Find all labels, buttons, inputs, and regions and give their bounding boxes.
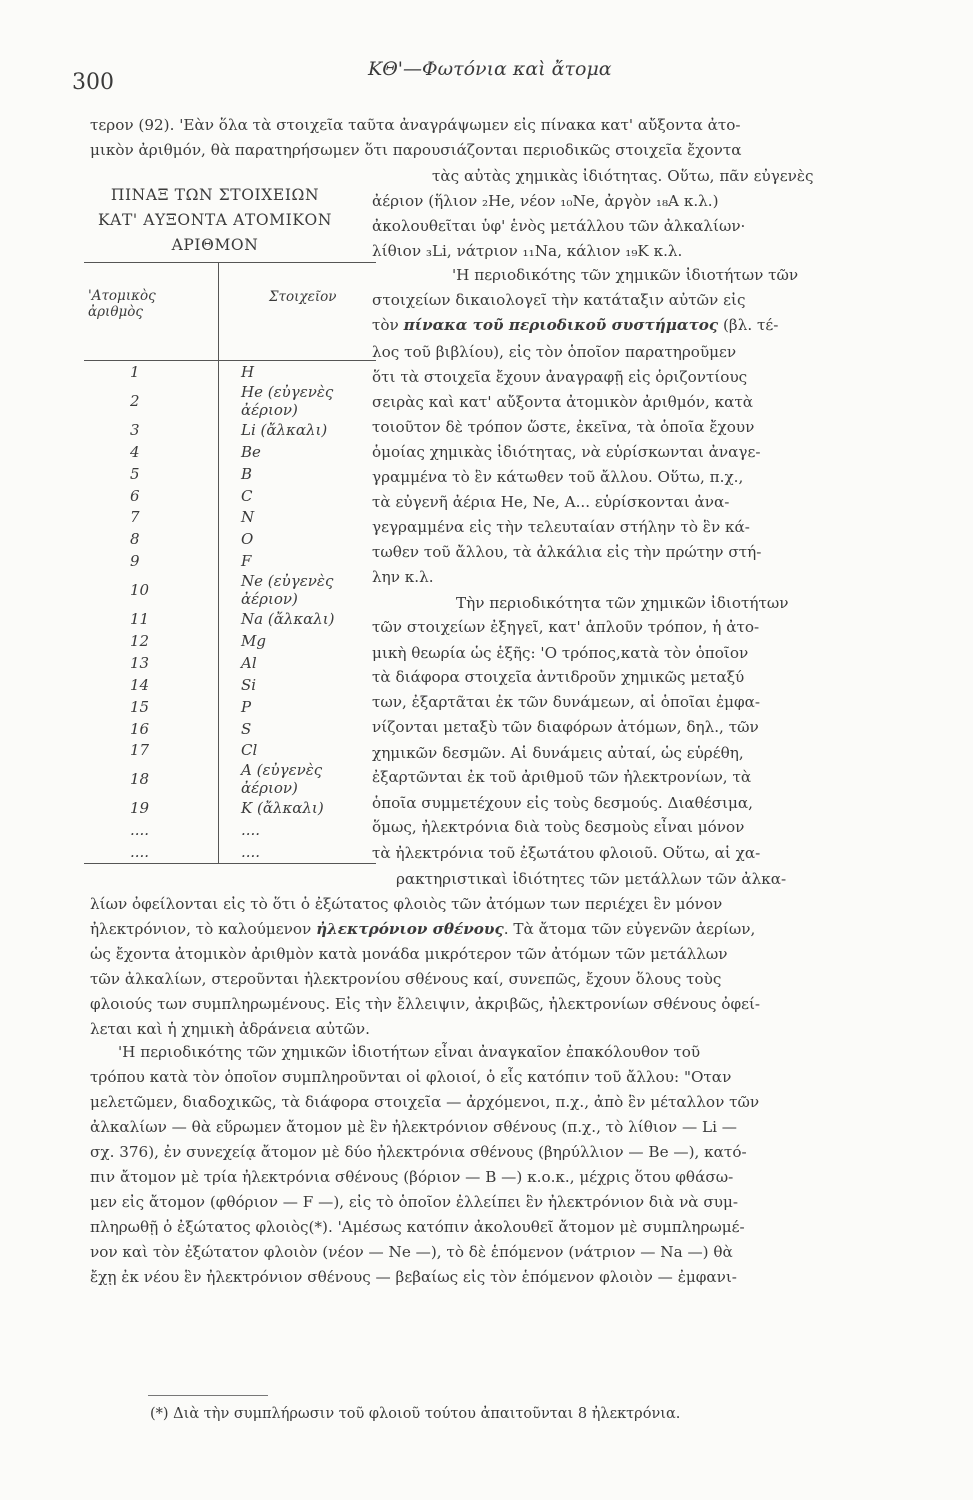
element-name: K (ἄλκαλι) bbox=[241, 799, 324, 818]
text-line: τερον (92). 'Εὰν ὅλα τὰ στοιχεῖα ταῦτα ἀναγράψωμεν εἰς πίνακα κατ' αὔξοντα ἀτο- bbox=[90, 116, 741, 134]
text-line: ἐξαρτῶνται ἐκ τοῦ ἀριθμοῦ τῶν ἠλεκτρονίων, τὰ bbox=[372, 768, 752, 786]
element-name: Si bbox=[241, 675, 257, 694]
text-line: ὅμως, ἠλεκτρόνια διὰ τοὺς δεσμοὺς εἶναι μόνον bbox=[372, 818, 745, 836]
text-line: γραμμένα τὸ ἓν κάτωθεν τοῦ ἄλλου. Οὕτω, π.χ., bbox=[372, 468, 744, 486]
element-name: P bbox=[241, 697, 252, 716]
text-line: τὰς αὐτὰς χημικὰς ἰδιότητας. Οὕτω, πᾶν εὐγενὲς bbox=[432, 167, 814, 185]
text-line: λεται καὶ ἡ χημικὴ ἀδράνεια αὐτῶν. bbox=[90, 1020, 370, 1038]
table-row bbox=[84, 841, 376, 863]
element-name: .... bbox=[241, 843, 261, 862]
text-line: φλοιούς των συμπληρωμένους. Εἰς τὴν ἔλλειψιν, ἀκριβῶς, ἠλεκτρονίων σθένους ὀφεί- bbox=[90, 995, 761, 1013]
text-line: μικὴ θεωρία ὡς ἑξῆς: 'Ο τρόπος,κατὰ τὸν ὁποῖον bbox=[372, 644, 749, 662]
element-name: N bbox=[241, 508, 255, 527]
elements-table bbox=[84, 262, 376, 864]
footnote: (*) Διὰ τὴν συμπλήρωσιν τοῦ φλοιοῦ τούτου ἀπαιτοῦνται 8 ἠλεκτρόνια. bbox=[150, 1406, 681, 1422]
element-name: O bbox=[241, 530, 254, 549]
element-name: S bbox=[241, 719, 252, 738]
table-row bbox=[84, 652, 376, 674]
element-name: He (εὐγενὲς ἀέριον) bbox=[241, 382, 334, 419]
text-line: σχ. 376), ἐν συνεχείᾳ ἄτομον μὲ δύο ἠλεκτρόνια σθένους (βηρύλλιον — Be —), κατό- bbox=[90, 1143, 747, 1161]
text-line: ὁμοίας χημικὰς ἰδιότητας, νὰ εὑρίσκωνται ἀναγε- bbox=[372, 443, 761, 461]
atomic-number: 9 bbox=[84, 550, 219, 572]
text-line: μικὸν ἀριθμόν, θὰ παρατηρήσωμεν ὅτι παρουσιάζονται περιοδικῶς στοιχεῖα ἔχοντα bbox=[90, 141, 742, 159]
element-name: Ne (εὐγενὲς ἀέριον) bbox=[241, 572, 334, 609]
text-line: λος τοῦ βιβλίου), εἰς τὸν ὁποῖον παρατηροῦμεν bbox=[372, 343, 737, 361]
table-row bbox=[84, 419, 376, 441]
text-line: νον καὶ τὸν ἐξώτατον φλοιὸν (νέον — Ne —), τὸ δὲ ἑπόμενον (νάτριον — Na —) θὰ bbox=[90, 1243, 733, 1261]
text-line: ὡς ἔχοντα ἀτομικὸν ἀριθμὸν κατὰ μονάδα μικρότερον τῶν ἀτόμων τῶν μετάλλων bbox=[90, 945, 728, 963]
text-line: ἀκολουθεῖται ὑφ' ἑνὸς μετάλλου τῶν ἀλκαλίων· bbox=[372, 217, 746, 235]
text-line: τῶν ἀλκαλίων, στεροῦνται ἠλεκτρονίου σθένους καί, συνεπῶς, ἔχουν ὅλους τοὺς bbox=[90, 970, 722, 988]
element-name: Na (ἄλκαλι) bbox=[241, 610, 335, 629]
text-line: ἀέριον (ἥλιον ₂He, νέον ₁₀Ne, ἀργὸν ₁₈A κ.λ.) bbox=[372, 192, 719, 210]
text-line: ὁποῖα συμμετέχουν εἰς τοὺς δεσμούς. Διαθέσιμα, bbox=[372, 794, 753, 812]
table-row bbox=[84, 528, 376, 550]
atomic-number: 19 bbox=[84, 797, 219, 819]
element-name: .... bbox=[241, 821, 261, 840]
table-row bbox=[84, 383, 376, 419]
text-line: στοιχείων δικαιολογεῖ τὴν κατάταξιν αὐτῶν εἰς bbox=[372, 291, 746, 309]
text-line: χημικῶν δεσμῶν. Αἱ δυνάμεις αὐταί, ὡς εὑρέθη, bbox=[372, 744, 744, 762]
element-name: A (εὐγενὲς ἀέριον) bbox=[241, 761, 323, 798]
text-line: τὰ διάφορα στοιχεῖα ἀντιδροῦν χημικῶς μεταξύ bbox=[372, 668, 745, 686]
table-row bbox=[84, 485, 376, 507]
text-line: Τὴν περιοδικότητα τῶν χημικῶν ἰδιοτήτων bbox=[456, 594, 789, 612]
atomic-number-header: 'Ατομικὸς ἀριθμὸς bbox=[84, 263, 219, 361]
atomic-number: 2 bbox=[84, 383, 219, 419]
table-row bbox=[84, 608, 376, 630]
table-row bbox=[84, 572, 376, 608]
text-line: ἀλκαλίων — θὰ εὕρωμεν ἄτομον μὲ ἓν ἠλεκτρόνιον σθένους (π.χ., τὸ λίθιον — Li — bbox=[90, 1118, 737, 1136]
text-line: γεγραμμένα εἰς τὴν τελευταίαν στήλην τὸ ἓν κά- bbox=[372, 518, 750, 536]
table-row bbox=[84, 441, 376, 463]
text-line: πιν ἄτομον μὲ τρία ἠλεκτρόνια σθένους (βόριον — B —) κ.ο.κ., μέχρις ὅτου φθάσω- bbox=[90, 1168, 734, 1186]
text-line-periodic-table: τὸν πίνακα τοῦ περιοδικοῦ συστήματος (βλ. τέ- bbox=[372, 316, 779, 334]
element-name: F bbox=[241, 552, 252, 571]
text-line: των, ἐξαρτᾶται ἐκ τῶν δυνάμεων, αἱ ὁποῖαι ἐμφα- bbox=[372, 693, 761, 711]
atomic-number: 17 bbox=[84, 739, 219, 761]
atomic-number: 8 bbox=[84, 528, 219, 550]
table-row bbox=[84, 463, 376, 485]
text-line: σειρὰς καὶ κατ' αὔξοντα ἀτομικὸν ἀριθμόν, κατὰ bbox=[372, 393, 754, 411]
text-line: 'Η περιοδικότης τῶν χημικῶν ἰδιοτήτων τῶν bbox=[452, 266, 799, 284]
table-row bbox=[84, 819, 376, 841]
table-row bbox=[84, 506, 376, 528]
text-line: τοιοῦτον δὲ τρόπον ὥστε, ἐκεῖνα, τὰ ὁποῖα ἔχουν bbox=[372, 418, 755, 436]
table-title-line: ΠΙΝΑΞ ΤΩΝ ΣΤΟΙΧΕΙΩΝ bbox=[110, 186, 320, 204]
atomic-number: 14 bbox=[84, 674, 219, 696]
element-name: Al bbox=[241, 653, 257, 672]
text-line: τωθεν τοῦ ἄλλου, τὰ ἀλκάλια εἰς τὴν πρώτην στή- bbox=[372, 543, 762, 561]
table-row bbox=[84, 718, 376, 740]
atomic-number: 15 bbox=[84, 696, 219, 718]
table-row bbox=[84, 630, 376, 652]
atomic-number: 5 bbox=[84, 463, 219, 485]
text-line: λην κ.λ. bbox=[372, 568, 434, 586]
footnote-separator bbox=[148, 1395, 268, 1396]
table-title-line: ΚΑΤ' ΑΥΞΟΝΤΑ ΑΤΟΜΙΚΟΝ bbox=[97, 211, 333, 229]
text-line: λίων ὀφείλονται εἰς τὸ ὅτι ὁ ἐξώτατος φλοιὸς τῶν ἀτόμων των περιέχει ἓν μόνον bbox=[90, 895, 723, 913]
atomic-number: .... bbox=[84, 819, 219, 841]
atomic-number: 4 bbox=[84, 441, 219, 463]
text-line: μελετῶμεν, διαδοχικῶς, τὰ διάφορα στοιχεῖα — ἀρχόμενοι, π.χ., ἀπὸ ἓν μέταλλον τῶν bbox=[90, 1093, 760, 1111]
atomic-number: 7 bbox=[84, 506, 219, 528]
table-title-line: ΑΡΙΘΜΟΝ bbox=[171, 236, 259, 254]
text-line: νίζονται μεταξὺ τῶν διαφόρων ἀτόμων, δηλ., τῶν bbox=[372, 718, 759, 736]
element-name: Li (ἄλκαλι) bbox=[241, 420, 328, 439]
table-row bbox=[84, 797, 376, 819]
table-row bbox=[84, 361, 376, 383]
text-line: τὰ εὐγενῆ ἀέρια He, Ne, A... εὑρίσκονται ἀνα- bbox=[372, 493, 730, 511]
table-row bbox=[84, 761, 376, 797]
atomic-number: .... bbox=[84, 841, 219, 863]
table-row bbox=[84, 674, 376, 696]
text-line: πληρωθῇ ὁ ἐξώτατος φλοιὸς(*). 'Αμέσως κατόπιν ἀκολουθεῖ ἄτομον μὲ συμπληρωμέ- bbox=[90, 1218, 745, 1236]
element-name: Be bbox=[241, 442, 261, 461]
text-line: ρακτηριστικαὶ ἰδιότητες τῶν μετάλλων τῶν ἀλκα- bbox=[396, 870, 787, 888]
valence-electron-term: ἠλεκτρόνιον σθένους bbox=[316, 920, 504, 938]
element-name: B bbox=[241, 464, 253, 483]
element-name: Cl bbox=[241, 741, 258, 760]
text-line: τῶν στοιχείων ἐξηγεῖ, κατ' ἁπλοῦν τρόπον, ἡ ἀτο- bbox=[372, 618, 760, 636]
periodic-table-term: πίνακα τοῦ περιοδικοῦ συστήματος bbox=[403, 316, 719, 334]
element-header: Στοιχεῖον bbox=[219, 263, 377, 361]
text-line: λίθιον ₃Li, νάτριον ₁₁Na, κάλιον ₁₉K κ.λ. bbox=[372, 242, 683, 260]
text-line: τρόπου κατὰ τὸν ὁποῖον συμπληροῦνται οἱ φλοιοί, ὁ εἷς κατόπιν τοῦ ἄλλου: "Οταν bbox=[90, 1068, 732, 1086]
text-line: ὅτι τὰ στοιχεῖα ἔχουν ἀναγραφῇ εἰς ὁριζοντίους bbox=[372, 368, 748, 386]
table-row bbox=[84, 739, 376, 761]
element-name: H bbox=[241, 362, 255, 381]
element-name: C bbox=[241, 486, 253, 505]
atomic-number: 13 bbox=[84, 652, 219, 674]
table-row bbox=[84, 696, 376, 718]
atomic-number: 6 bbox=[84, 485, 219, 507]
atomic-number: 1 bbox=[84, 361, 219, 383]
text-line: 'Η περιοδικότης τῶν χημικῶν ἰδιοτήτων εἶναι ἀναγκαῖον ἐπακόλουθον τοῦ bbox=[118, 1043, 701, 1061]
page-number: 300 bbox=[72, 70, 114, 95]
atomic-number: 11 bbox=[84, 608, 219, 630]
text-line: ἔχῃ ἐκ νέου ἓν ἠλεκτρόνιον σθένους — βεβαίως εἰς τὸν ἑπόμενον φλοιὸν — ἐμφανι- bbox=[90, 1268, 737, 1286]
atomic-number: 16 bbox=[84, 718, 219, 740]
text-line: τὰ ἠλεκτρόνια τοῦ ἐξωτάτου φλοιοῦ. Οὕτω, αἱ χα- bbox=[372, 844, 761, 862]
text-line: μεν εἰς ἄτομον (φθόριον — F —), εἰς τὸ ὁποῖον ἐλλείπει ἓν ἠλεκτρόνιον διὰ νὰ συμ- bbox=[90, 1193, 738, 1211]
atomic-number: 18 bbox=[84, 761, 219, 797]
atomic-number: 3 bbox=[84, 419, 219, 441]
table-row bbox=[84, 550, 376, 572]
text-line-valence: ἠλεκτρόνιον, τὸ καλούμενον ἠλεκτρόνιον σθένους. Τὰ ἄτομα τῶν εὐγενῶν ἀερίων, bbox=[90, 920, 756, 938]
atomic-number: 10 bbox=[84, 572, 219, 608]
atomic-number: 12 bbox=[84, 630, 219, 652]
element-name: Mg bbox=[241, 631, 266, 650]
running-title: ΚΘ'—Φωτόνια καὶ ἄτομα bbox=[368, 58, 612, 80]
